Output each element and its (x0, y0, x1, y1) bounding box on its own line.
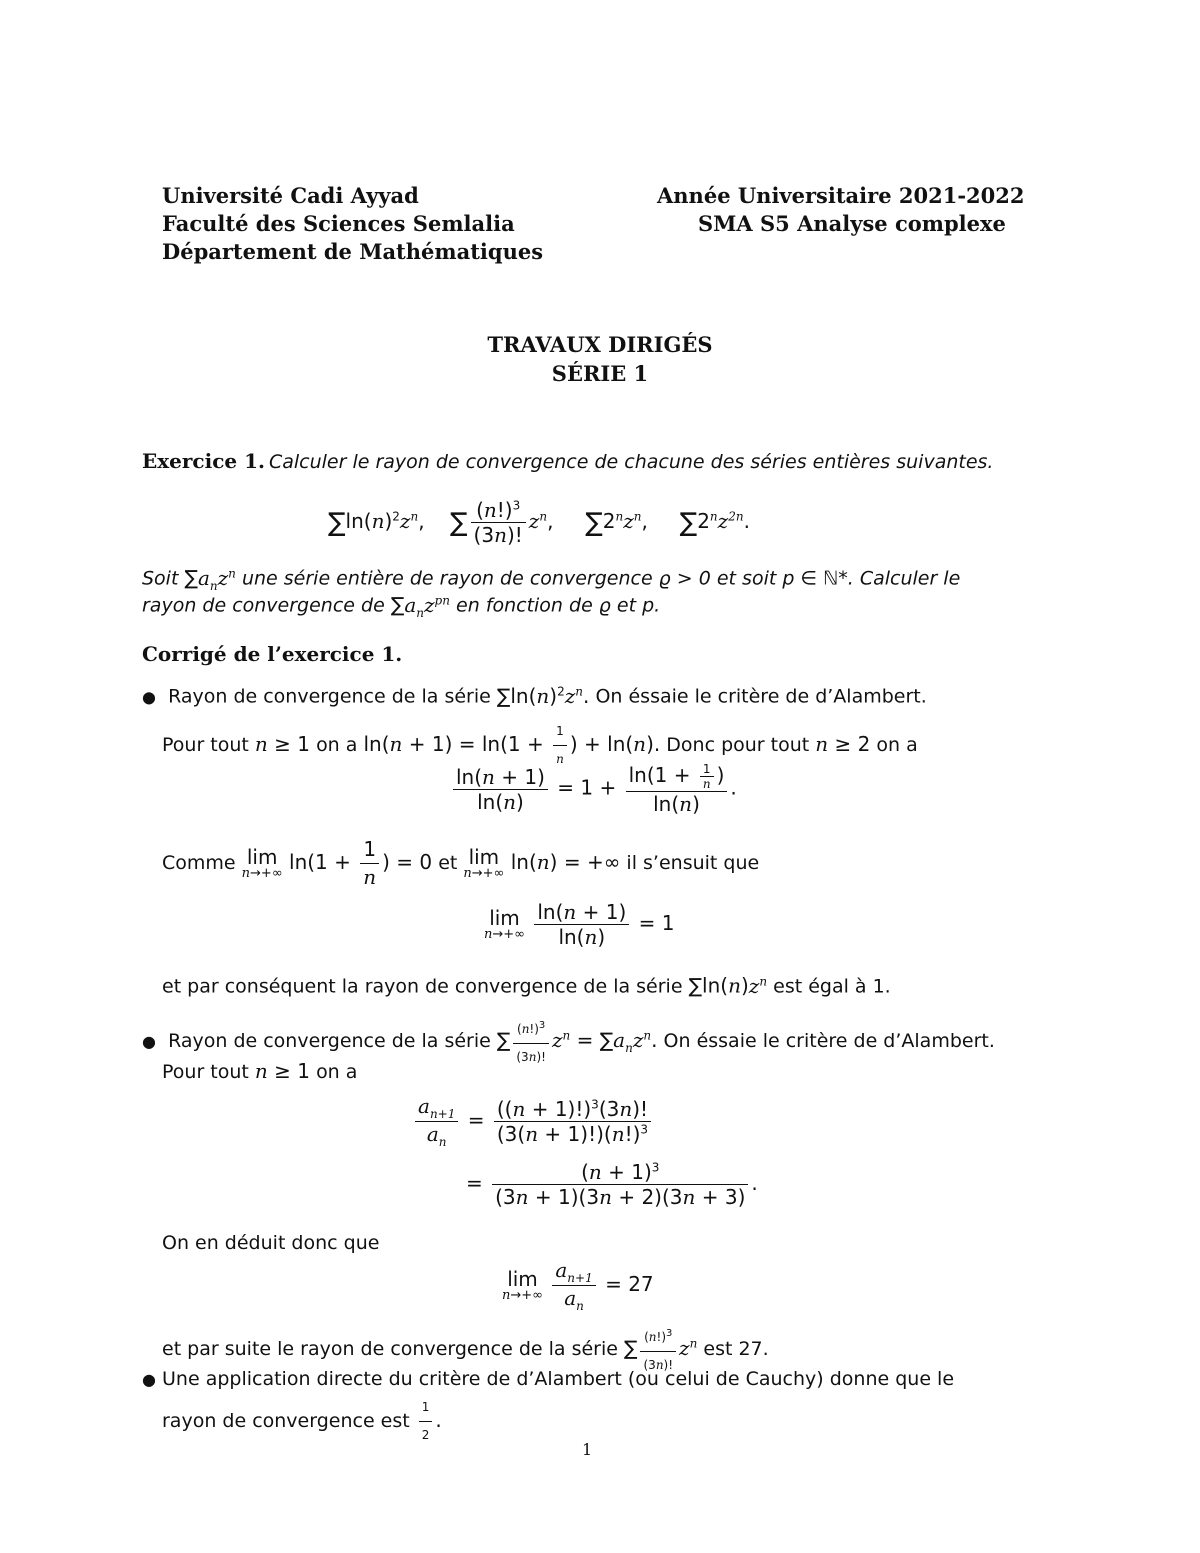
university-name: Université Cadi Ayyad (162, 183, 419, 208)
doc-title-line2: SÉRIE 1 (551, 361, 649, 386)
exercise-part2-line1: Soit $\sum a_nz^n$ une série entière de rayon de convergence ϱ > 0 et soit p ∈ ℕ*. Calculer le (142, 565, 961, 593)
equation-limit-27: lim n→+∞ $\frac{a_{n+1}}{a_n}$ = 27 (502, 1258, 654, 1313)
academic-year: Année Universitaire 2021-2022 (657, 183, 1025, 208)
bullet-1-line2: Pour tout n ≥ 1 on a ln(n + 1) = ln(1 + $\frac{1}{n}$ ) + ln(n). Donc pour tout n ≥ 2 on a (162, 718, 918, 773)
doc-title-line1: TRAVAUX DIRIGÉS (487, 332, 713, 357)
page-number: 1 (582, 1440, 593, 1459)
deduction-text: On en déduit donc que (162, 1232, 380, 1254)
bullet-3-line1: ● Une application directe du critère de d’Alambert (ou celui de Cauchy) donne que le (142, 1368, 955, 1390)
bullet-1-conclusion: et par conséquent la rayon de convergence de la série $\sum\ln(n)z^n$ est égal à 1. (162, 973, 891, 998)
exercise-statement (142, 449, 993, 476)
bullet-2-line2: Pour tout n ≥ 1 on a (162, 1059, 358, 1083)
exercise-part2-line2: rayon de convergence de $\sum a_nz^{pn}$ en fonction de ϱ et p. (142, 592, 661, 620)
equation-ratio-log: $\frac{\ln(n + 1)}{\ln(n)}$ = 1 + ln(1 + $\frac{1}{n}$ ) ln(n) . (450, 762, 737, 816)
bullet-2-conclusion: et par suite le rayon de convergence de la série ∑ $\frac{(n!)^3}{(3n)!}$ $z^n$ est 27. (162, 1320, 769, 1379)
faculty-name: Faculté des Sciences Semlalia (162, 211, 515, 236)
course-name: SMA S5 Analyse complexe (698, 211, 1006, 236)
equation-limit-1: lim n→+∞ $\frac{\ln(n + 1)}{\ln(n)}$ = 1 (484, 900, 675, 949)
limit-statement: Comme lim n→+∞ ln(1 + $\frac{1}{n}$ ) = 0 et lim n→+∞ ln(n) = +∞ il s’ensuit que (162, 837, 760, 889)
exercise-text: Calculer le rayon de convergence de chacune des séries entières suivantes. (268, 451, 994, 473)
bullet-1-line1: ● Rayon de convergence de la série $\sum\ln(n)^2z^n$. On éssaie le critère de d’Alambert. (142, 683, 927, 708)
equation-ratio-coeffs-2: = $\frac{(n + 1)^3}{(3n + 1)(3n + 2)(3n + 3)}$ . (466, 1160, 758, 1209)
series-list: $\sum\ln(n)^2z^n$, ∑ $\frac{(n!)^3}{(3n)!}$ $z^n$, $\sum 2^nz^n$, $\sum 2^nz^{2n}$. (328, 498, 750, 547)
bullet-3-line2: rayon de convergence est $\frac{1}{2}$ . (162, 1394, 442, 1449)
corrige-title: Corrigé de l’exercice 1. (142, 642, 403, 666)
bullet-2-line1: ● Rayon de convergence de la série ∑ $\frac{(n!)^3}{(3n)!}$ $z^n = \sum a_nz^n$. On éssaie le critère de d’Alambert. (142, 1012, 995, 1071)
department-name: Département de Mathématiques (162, 239, 544, 264)
equation-ratio-coeffs-1: $\frac{a_{n+1}}{a_n}$ = $\frac{((n + 1)!)^3(3n)!}{(3(n + 1)!)(n!)^3}$ (412, 1094, 654, 1149)
exercise-label: Exercice 1. (142, 449, 265, 473)
